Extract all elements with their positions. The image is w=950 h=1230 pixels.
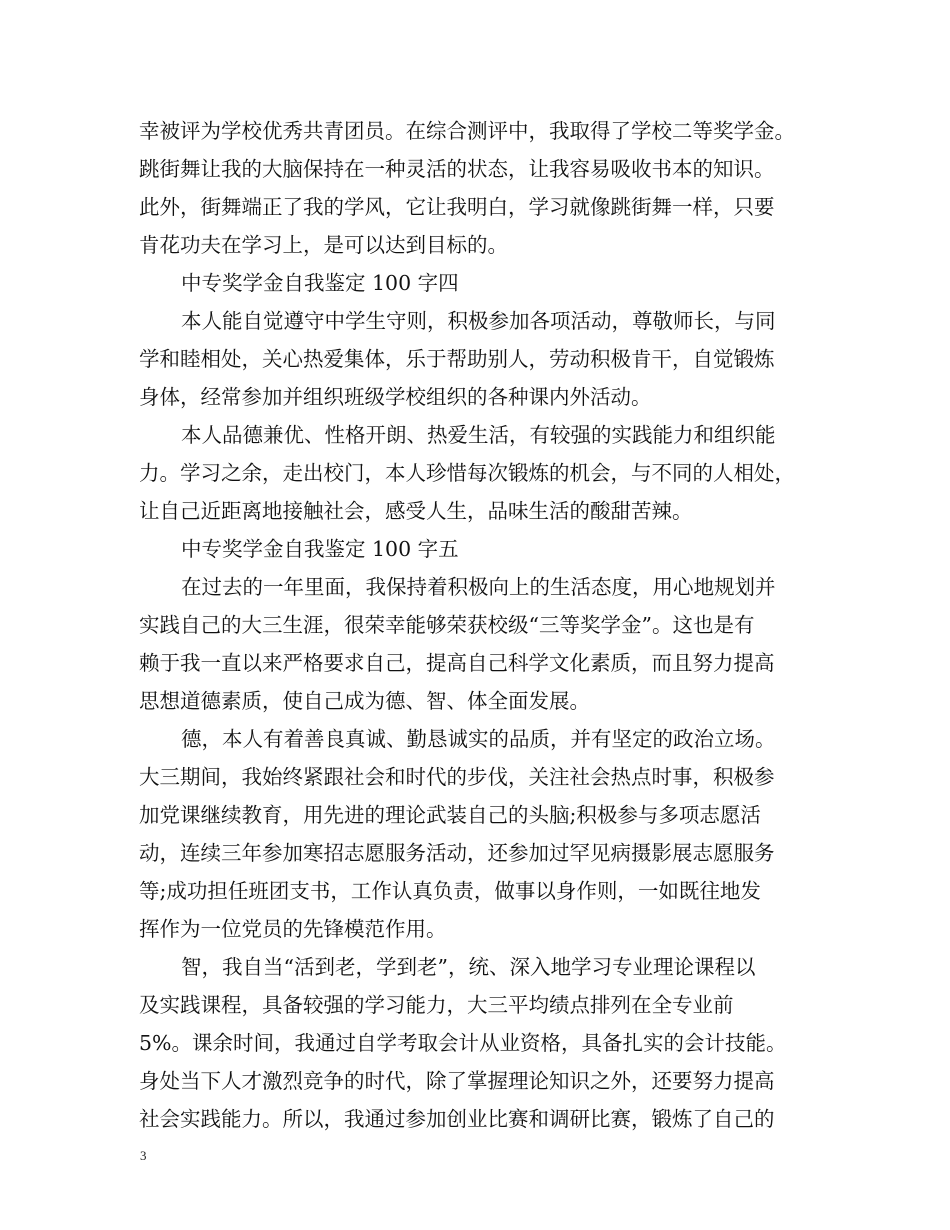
text-line: 肯花功夫在学习上，是可以达到目标的。 [139, 233, 508, 257]
text-line: 挥作为一位党员的先锋模范作用。 [139, 917, 447, 941]
text-line: 幸被评为学校优秀共青团员。在综合测评中，我取得了学校二等奖学金。 [139, 119, 795, 143]
text-line: 及实践课程，具备较强的学习能力，大三平均绩点排列在全专业前 [139, 993, 734, 1017]
text-line: 让自己近距离地接触社会，感受人生，品味生活的酸甜苦辣。 [139, 499, 693, 523]
text-line: 本人品德兼优、性格开朗、热爱生活，有较强的实践能力和组织能 [181, 423, 776, 447]
text-line: 赖于我一直以来严格要求自己，提高自己科学文化素质，而且努力提高 [139, 651, 775, 675]
text-line: 此外，街舞端正了我的学风，它让我明白，学习就像跳街舞一样，只要 [139, 195, 775, 219]
page-number: 3 [140, 1148, 147, 1163]
section-heading: 中专奖学金自我鉴定 100 字四 [181, 271, 459, 295]
text-line: 身体，经常参加并组织班级学校组织的各种课内外活动。 [139, 385, 652, 409]
text-line: 思想道德素质，使自己成为德、智、体全面发展。 [139, 689, 590, 713]
text-line: 身处当下人才激烈竞争的时代，除了掌握理论知识之外，还要努力提高 [139, 1069, 775, 1093]
text-line: 5%。课余时间，我通过自学考取会计从业资格，具备扎实的会计技能。 [139, 1031, 787, 1055]
text-line: 本人能自觉遵守中学生守则，积极参加各项活动，尊敬师长，与同 [181, 309, 776, 333]
text-line: 力。学习之余，走出校门，本人珍惜每次锻炼的机会，与不同的人相处， [139, 461, 795, 485]
document-body [139, 112, 839, 1138]
text-line: 智，我自当“活到老，学到老”，统、深入地学习专业理论课程以 [181, 955, 756, 979]
text-line: 德，本人有着善良真诚、勤恳诚实的品质，并有坚定的政治立场。 [181, 727, 776, 751]
text-line: 跳街舞让我的大脑保持在一种灵活的状态，让我容易吸收书本的知识。 [139, 157, 775, 181]
text-line: 加党课继续教育，用先进的理论武装自己的头脑;积极参与多项志愿活 [139, 803, 761, 827]
section-heading: 中专奖学金自我鉴定 100 字五 [181, 537, 459, 561]
text-line: 实践自己的大三生涯，很荣幸能够荣获校级“三等奖学金”。这也是有 [139, 613, 755, 637]
text-line: 学和睦相处，关心热爱集体，乐于帮助别人，劳动积极肯干，自觉锻炼 [139, 347, 775, 371]
text-line: 大三期间，我始终紧跟社会和时代的步伐，关注社会热点时事，积极参 [139, 765, 775, 789]
text-line: 等;成功担任班团支书，工作认真负责，做事以身作则，一如既往地发 [139, 879, 761, 903]
text-line: 动，连续三年参加寒招志愿服务活动，还参加过罕见病摄影展志愿服务 [139, 841, 775, 865]
text-line: 在过去的一年里面，我保持着积极向上的生活态度，用心地规划并 [181, 575, 776, 599]
text-line: 社会实践能力。所以，我通过参加创业比赛和调研比赛，锻炼了自己的 [139, 1107, 775, 1131]
